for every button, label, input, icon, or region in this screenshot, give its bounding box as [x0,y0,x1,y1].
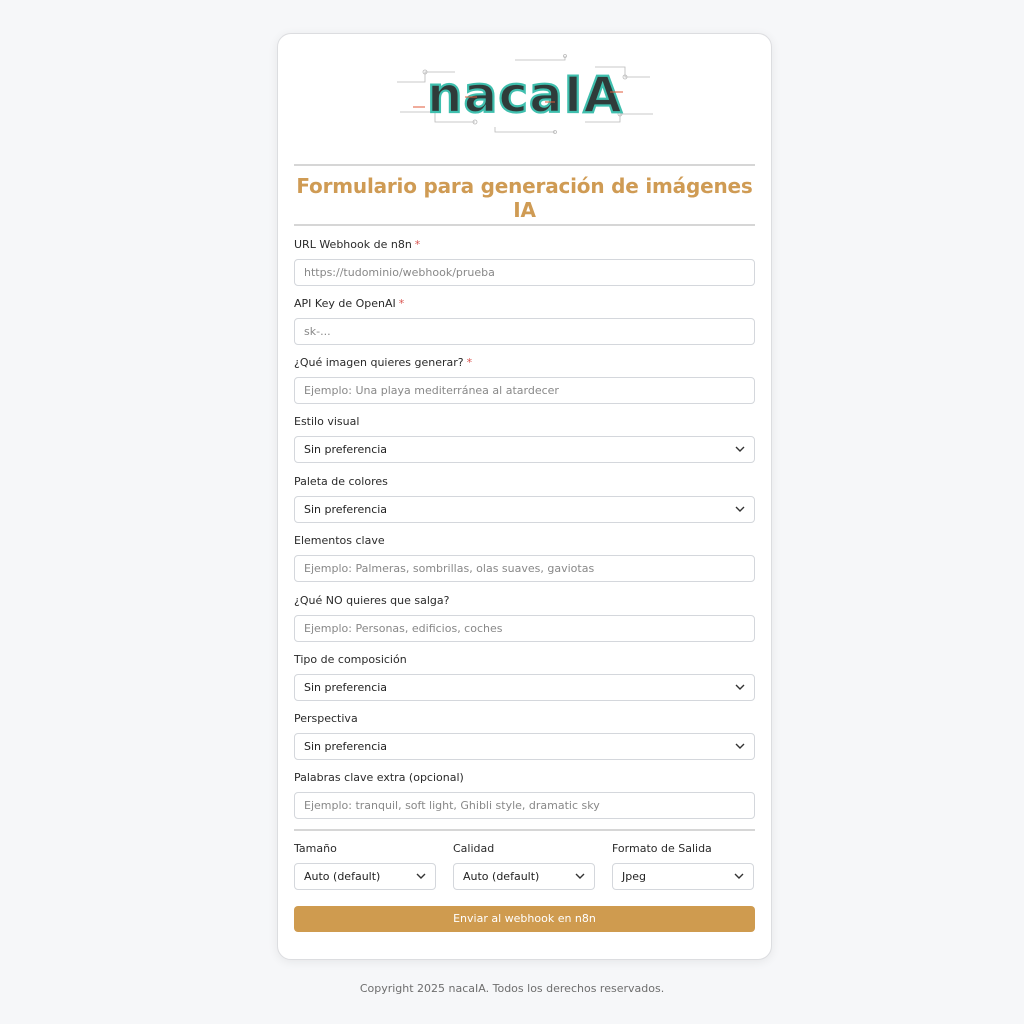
chevron-down-icon [416,873,426,880]
select-value: Auto (default) [463,870,540,883]
color-palette-select[interactable] [294,496,755,523]
quality-field [453,842,595,890]
divider [294,164,755,166]
chevron-down-icon [735,506,745,513]
select-value: Sin preferencia [304,503,388,516]
perspective-field [294,712,755,760]
field-label: Formato de Salida [612,842,712,855]
perspective-select[interactable] [294,733,755,760]
field-label: Calidad [453,842,495,855]
required-marker: * [414,238,421,251]
divider [294,829,755,831]
select-value: Sin preferencia [304,740,388,753]
divider [294,224,755,226]
output-format-select[interactable] [612,863,754,890]
key-elements-input[interactable]: Ejemplo: Palmeras, sombrillas, olas suaves, gaviotas [294,555,755,582]
page-title: Formulario para generación de imágenes IA [296,174,753,222]
chevron-down-icon [735,743,745,750]
field-label: API Key de OpenAI [294,297,396,310]
logo-circuit-icon [395,52,655,134]
required-marker: * [466,356,473,369]
chevron-down-icon [734,873,744,880]
prompt-field [294,356,755,404]
select-value: Sin preferencia [304,443,388,456]
visual-style-select[interactable] [294,436,755,463]
field-label: Palabras clave extra (opcional) [294,771,464,784]
field-label: Elementos clave [294,534,385,547]
size-field [294,842,436,890]
select-value: Auto (default) [304,870,381,883]
chevron-down-icon [735,684,745,691]
chevron-down-icon [575,873,585,880]
logo [294,52,755,134]
composition-field [294,653,755,701]
output-format-field [612,842,754,890]
prompt-input[interactable]: Ejemplo: Una playa mediterránea al atardecer [294,377,755,404]
quality-select[interactable] [453,863,595,890]
negative-prompt-input[interactable]: Ejemplo: Personas, edificios, coches [294,615,755,642]
negative-prompt-field [294,594,755,642]
visual-style-field [294,415,755,463]
field-label: Tipo de composición [294,653,407,666]
field-label: Perspectiva [294,712,358,725]
color-palette-field [294,475,755,523]
webhook-url-input[interactable]: https://tudominio/webhook/prueba [294,259,755,286]
form-card [277,33,772,960]
field-label: ¿Qué imagen quieres generar? [294,356,464,369]
api-key-field [294,297,755,345]
footer-copyright: Copyright 2025 nacaIA. Todos los derechos reservados. [359,982,665,995]
field-label: Paleta de colores [294,475,388,488]
webhook-url-field [294,238,755,286]
extra-keywords-field [294,771,755,819]
select-value: Sin preferencia [304,681,388,694]
svg-text:nacaIA: nacaIA [426,66,623,124]
required-marker: * [398,297,405,310]
field-label: Tamaño [294,842,337,855]
composition-select[interactable] [294,674,755,701]
field-label: ¿Qué NO quieres que salga? [294,594,450,607]
select-value: Jpeg [622,870,646,883]
field-label: URL Webhook de n8n [294,238,412,251]
size-select[interactable] [294,863,436,890]
extra-keywords-input[interactable]: Ejemplo: tranquil, soft light, Ghibli style, dramatic sky [294,792,755,819]
key-elements-field [294,534,755,582]
api-key-input[interactable]: sk-... [294,318,755,345]
chevron-down-icon [735,446,745,453]
field-label: Estilo visual [294,415,360,428]
submit-button[interactable]: Enviar al webhook en n8n [294,906,755,932]
